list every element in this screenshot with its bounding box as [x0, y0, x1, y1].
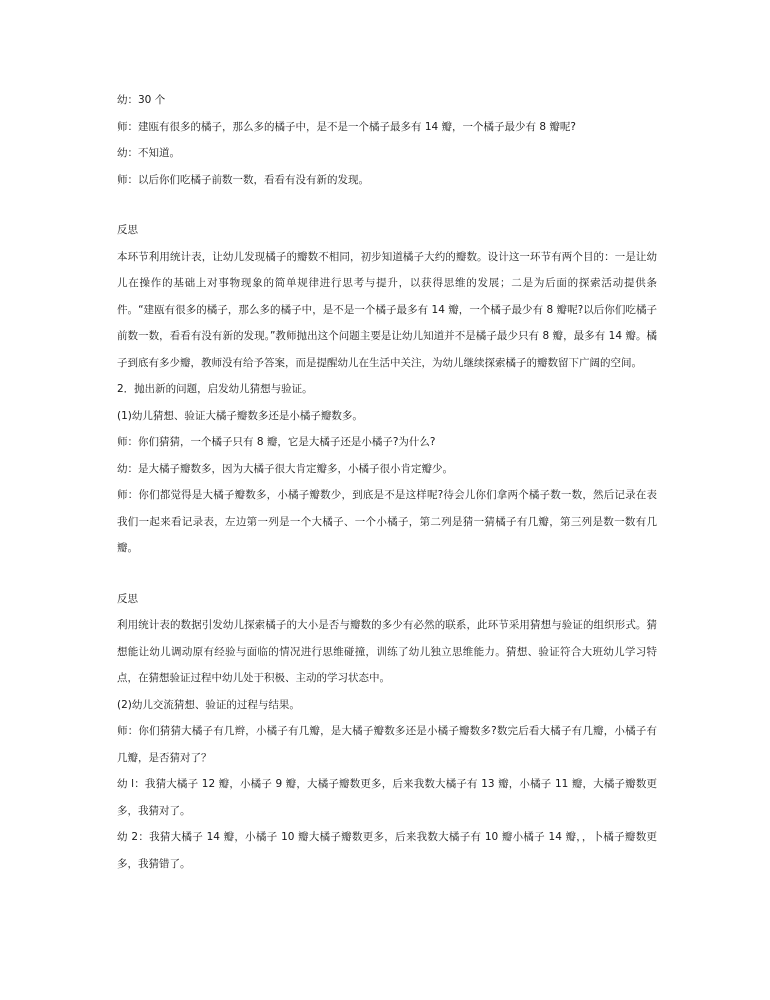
reflection-heading: 反思 [117, 592, 138, 605]
dialogue-paragraph: 幼 2：我猜大橘子 14 瓣，小橘子 10 瓣大橘子瓣数更多，后来我数大橘子有 10 瓣小橘子 14 瓣，，卜橘子瓣数更多，我猜错了。 [117, 831, 657, 870]
dialogue-line: 幼：30 个 [117, 94, 166, 106]
dialogue-paragraph: 师：你们猜猜大橘子有几辫，小橘子有几瓣，是大橘子瓣数多还是小橘子瓣数多?数完后看大橘子有几瓣，小橘子有几瓣，是否猜对了？ [117, 725, 657, 764]
dialogue-paragraph: 幼 l：我猜大橘子 12 瓣，小橘子 9 瓣，大橘子瓣数更多，后来我数大橘子有 13 瓣，小橘子 11 瓣，大橘子瓣数更多，我猜对了。 [117, 778, 657, 817]
dialogue-line: 师：以后你们吃橘子前数一数，看看有没有新的发现。 [117, 173, 369, 186]
sub-step-heading: (1)幼儿猜想、验证大橘子瓣数多还是小橘子瓣数多。 [117, 409, 363, 422]
dialogue-paragraph: 师：你们都觉得是大橘子瓣数多，小橘子瓣数少，到底是不是这样呢?待会儿你们拿两个橘子数一数，然后记录在表我们一起来看记录表，左边第一列是一个大橘子、一个小橘子，第二列是猜一猜橘子有几瓣，第三列是数一数有几瓣。 [117, 489, 657, 554]
dialogue-section [117, 87, 657, 193]
step-heading: 2．抛出新的问题，启发幼儿猜想与验证。 [117, 383, 313, 395]
dialogue-line: 幼：不知道。 [117, 147, 180, 159]
reflection-paragraph: 本环节利用统计表，让幼儿发现橘子的瓣数不相同，初步知道橘子大约的瓣数。设计这一环节有两个目的：一是让幼儿在操作的基础上对事物现象的简单规律进行思考与提升，以获得思维的发展；二是为后面的探索活动提供条件。“建瓯有很多的橘子，那么多的橘子中，是不是一个橘子最多有 14 瓣，一个橘子最少有 8 瓣呢?以后你们吃橘子前数一数，看看有没有新的发现。”教师抛出这个问题主要是让幼儿知道并不是橘子最少只有 8 瓣，最多有 14 瓣。橘子到底有多少瓣，教师没有给予答案，而是提醒幼儿在生活中关注，为幼儿继续探索橘子的瓣数留下广阔的空间。 [117, 250, 657, 369]
reflection-heading: 反思 [117, 224, 138, 236]
dialogue-line: 师：建瓯有很多的橘子，那么多的橘子中，是不是一个橘子最多有 14 瓣，一个橘子最少有 8 瓣呢? [117, 120, 576, 133]
sub-step-heading: (2)幼儿交流猜想、验证的过程与结果。 [117, 698, 300, 711]
dialogue-line: 幼：是大橘子瓣数多，因为大橘子很大肯定瓣多，小橘子很小肯定瓣少。 [117, 462, 453, 475]
dialogue-line: 师：你们猜猜，一个橘子只有 8 瓣，它是大橘子还是小橘子?为什么? [117, 436, 436, 448]
reflection-paragraph: 利用统计表的数据引发幼儿探索橘子的大小是否与瓣数的多少有必然的联系，此环节采用猜想与验证的组织形式。猜想能让幼儿调动原有经验与面临的情况进行思维碰撞，训练了幼儿独立思维能力。猜想、验证符合大班幼儿学习特点，在猜想验证过程中幼儿处于积极、主动的学习状态中。 [117, 619, 657, 684]
document-content [117, 87, 657, 877]
